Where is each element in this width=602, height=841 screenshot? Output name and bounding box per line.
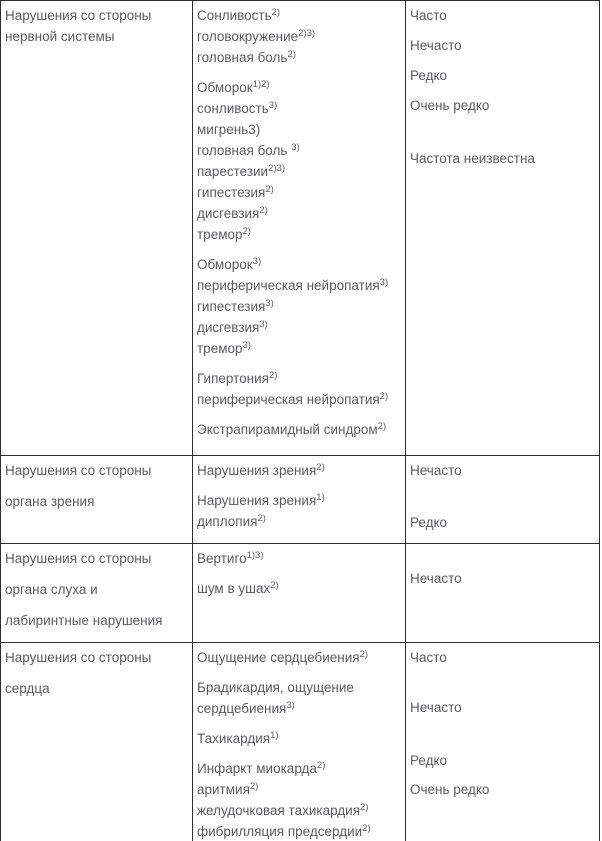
reaction-text: Инфаркт миокарда (197, 761, 317, 776)
frequency-item: Редко (410, 68, 448, 83)
frequency-item: Редко (410, 515, 448, 530)
organ-class-line: органа зрения (5, 494, 95, 509)
reaction-footnote-superscript: 2) (270, 580, 279, 591)
reaction-footnote-superscript: 2) (359, 649, 369, 660)
reaction-footnote-superscript: 3) (286, 700, 295, 711)
reaction-group (197, 490, 400, 532)
reaction-item (197, 368, 400, 389)
organ-class-line: Нарушения со стороны (5, 551, 152, 566)
reaction-text: головокружение (197, 29, 299, 44)
reaction-text: мигрень3) (197, 122, 261, 137)
organ-class-line: сердца (5, 681, 50, 696)
reaction-text: гипестезия (197, 299, 266, 314)
organ-class-line: Нарушения со стороны (5, 650, 152, 665)
organ-class-line: нервной системы (5, 29, 115, 44)
frequency-item: Часто (410, 8, 447, 23)
reaction-group (197, 728, 400, 749)
reaction-footnote-superscript: 2) (242, 226, 251, 237)
reaction-footnote-superscript: 2) (259, 205, 268, 216)
reaction-group (197, 5, 400, 68)
reaction-item (197, 338, 400, 359)
frequency-item: Очень редко (410, 98, 490, 113)
reaction-text: Нарушения зрения (197, 493, 317, 508)
reaction-footnote-superscript: 2) (379, 391, 389, 402)
frequency-item: Нечасто (410, 700, 462, 715)
reaction-group (197, 77, 400, 245)
frequency-cell (406, 643, 600, 841)
reaction-footnote-superscript: 1) (270, 730, 279, 741)
table-row (1, 1, 600, 456)
frequency-item: Очень редко (410, 782, 490, 797)
table-row (1, 456, 600, 544)
reactions-cell (193, 1, 406, 456)
reaction-text: Ощущение сердцебиения (197, 650, 360, 665)
reaction-item (197, 317, 400, 338)
frequency-item: Нечасто (410, 463, 462, 478)
reaction-text: тремор (197, 341, 243, 356)
reaction-item (197, 779, 400, 800)
reaction-footnote-superscript: 1)2) (252, 79, 270, 90)
organ-class-cell (1, 1, 193, 456)
reaction-footnote-superscript: 3) (379, 277, 389, 288)
reaction-footnote-superscript: 2) (316, 462, 325, 473)
reactions-cell (193, 456, 406, 544)
reaction-item (197, 77, 400, 98)
reaction-text: периферическая нейропатия (197, 278, 380, 293)
reaction-footnote-superscript: 2)3) (268, 163, 286, 174)
reaction-group (197, 460, 400, 481)
reaction-group (197, 254, 400, 359)
organ-class-cell (1, 544, 193, 643)
reaction-text: Обморок (197, 257, 253, 272)
reaction-text: Нарушения зрения (197, 463, 317, 478)
reaction-item (197, 821, 400, 841)
reaction-text: Обморок (197, 80, 253, 95)
organ-class-cell (1, 643, 193, 841)
reaction-footnote-superscript: 2) (257, 513, 266, 524)
reaction-item (197, 98, 400, 119)
reaction-group (197, 677, 400, 719)
reactions-cell (193, 643, 406, 841)
organ-class-cell (1, 456, 193, 544)
frequency-item: Редко (410, 753, 448, 768)
reaction-text: тремор (197, 227, 243, 242)
reaction-group (197, 758, 400, 841)
reaction-item (197, 677, 400, 698)
reaction-item (197, 511, 400, 532)
reaction-text: головная боль (197, 143, 292, 158)
reaction-item (197, 698, 400, 719)
reaction-item (197, 224, 400, 245)
reaction-text: аритмия (197, 782, 250, 797)
table-row (1, 544, 600, 643)
reaction-text: желудочковая тахикардия (197, 803, 361, 818)
reaction-footnote-superscript: 3) (242, 340, 251, 351)
reaction-group (197, 419, 400, 440)
reaction-item (197, 460, 400, 481)
reaction-text: дисгевзия (197, 206, 260, 221)
reaction-group (197, 368, 400, 410)
frequency-cell (406, 1, 600, 456)
reaction-text: сердцебиения (197, 701, 287, 716)
reaction-footnote-superscript: 2) (377, 421, 387, 432)
table-row (1, 643, 600, 841)
reaction-text: Сонливость (197, 8, 272, 23)
reaction-text: фибрилляция предсердии (197, 824, 363, 839)
reaction-item (197, 182, 400, 203)
reaction-footnote-superscript: 2) (362, 823, 371, 834)
reaction-footnote-superscript: 1)3) (246, 550, 264, 561)
reaction-item (197, 490, 400, 511)
reaction-footnote-superscript: 3) (252, 256, 262, 267)
reaction-footnote-superscript: 3) (291, 142, 300, 153)
frequency-item: Нечасто (410, 571, 462, 586)
reaction-footnote-superscript: 2) (271, 7, 281, 18)
reaction-footnote-superscript: 3) (268, 100, 278, 111)
reaction-item (197, 419, 400, 440)
reaction-item (197, 758, 400, 779)
reaction-item (197, 728, 400, 749)
reaction-item (197, 275, 400, 296)
reaction-group (197, 647, 400, 668)
reaction-text: дисгевзия (197, 320, 260, 335)
reaction-text: Брадикардия, ощущение (197, 680, 354, 695)
reaction-text: парестезии (197, 164, 269, 179)
reaction-footnote-superscript: 2)3) (298, 28, 316, 39)
reaction-item (197, 254, 400, 275)
reaction-text: сонливость (197, 101, 269, 116)
reaction-item (197, 161, 400, 182)
reaction-item (197, 647, 400, 668)
frequency-item: Нечасто (410, 38, 462, 53)
organ-class-line: лабиринтные нарушения (5, 613, 163, 628)
reaction-text: гипестезия (197, 185, 266, 200)
organ-class-line: органа слуха и (5, 582, 98, 597)
reaction-footnote-superscript: 2) (316, 760, 326, 771)
reaction-text: шум в ушах (197, 581, 271, 596)
reaction-text: Экстрапирамидный синдром (197, 422, 378, 437)
reaction-item (197, 800, 400, 821)
reaction-footnote-superscript: 2) (287, 49, 296, 60)
reaction-footnote-superscript: 2) (249, 781, 259, 792)
reaction-item (197, 5, 400, 26)
reaction-item (197, 47, 400, 68)
reaction-group (197, 578, 400, 599)
reaction-group (197, 548, 400, 569)
reaction-footnote-superscript: 2) (268, 370, 278, 381)
frequency-item: Часто (410, 650, 447, 665)
reaction-text: Тахикардия (197, 731, 271, 746)
reaction-item (197, 548, 400, 569)
organ-class-line: Нарушения со стороны (5, 463, 152, 478)
reaction-footnote-superscript: 3) (265, 298, 274, 309)
reaction-text: диплопия (197, 514, 258, 529)
reaction-footnote-superscript: 2) (360, 802, 369, 813)
frequency-cell (406, 456, 600, 544)
reaction-item (197, 389, 400, 410)
reaction-item (197, 26, 400, 47)
reaction-item (197, 296, 400, 317)
reaction-footnote-superscript: 2) (265, 184, 274, 195)
reaction-text: Гипертония (197, 371, 269, 386)
reaction-footnote-superscript: 3) (259, 319, 268, 330)
reaction-item (197, 203, 400, 224)
reaction-footnote-superscript: 1) (316, 492, 325, 503)
reactions-cell (193, 544, 406, 643)
frequency-cell (406, 544, 600, 643)
reaction-text: периферическая нейропатия (197, 392, 380, 407)
organ-class-line: Нарушения со стороны (5, 8, 152, 23)
reaction-item (197, 119, 400, 140)
reaction-text: головная боль (197, 50, 288, 65)
reaction-item (197, 140, 400, 161)
frequency-item: Частота неизвестна (410, 151, 535, 166)
reaction-item (197, 578, 400, 599)
reaction-text: Вертиго (197, 551, 247, 566)
